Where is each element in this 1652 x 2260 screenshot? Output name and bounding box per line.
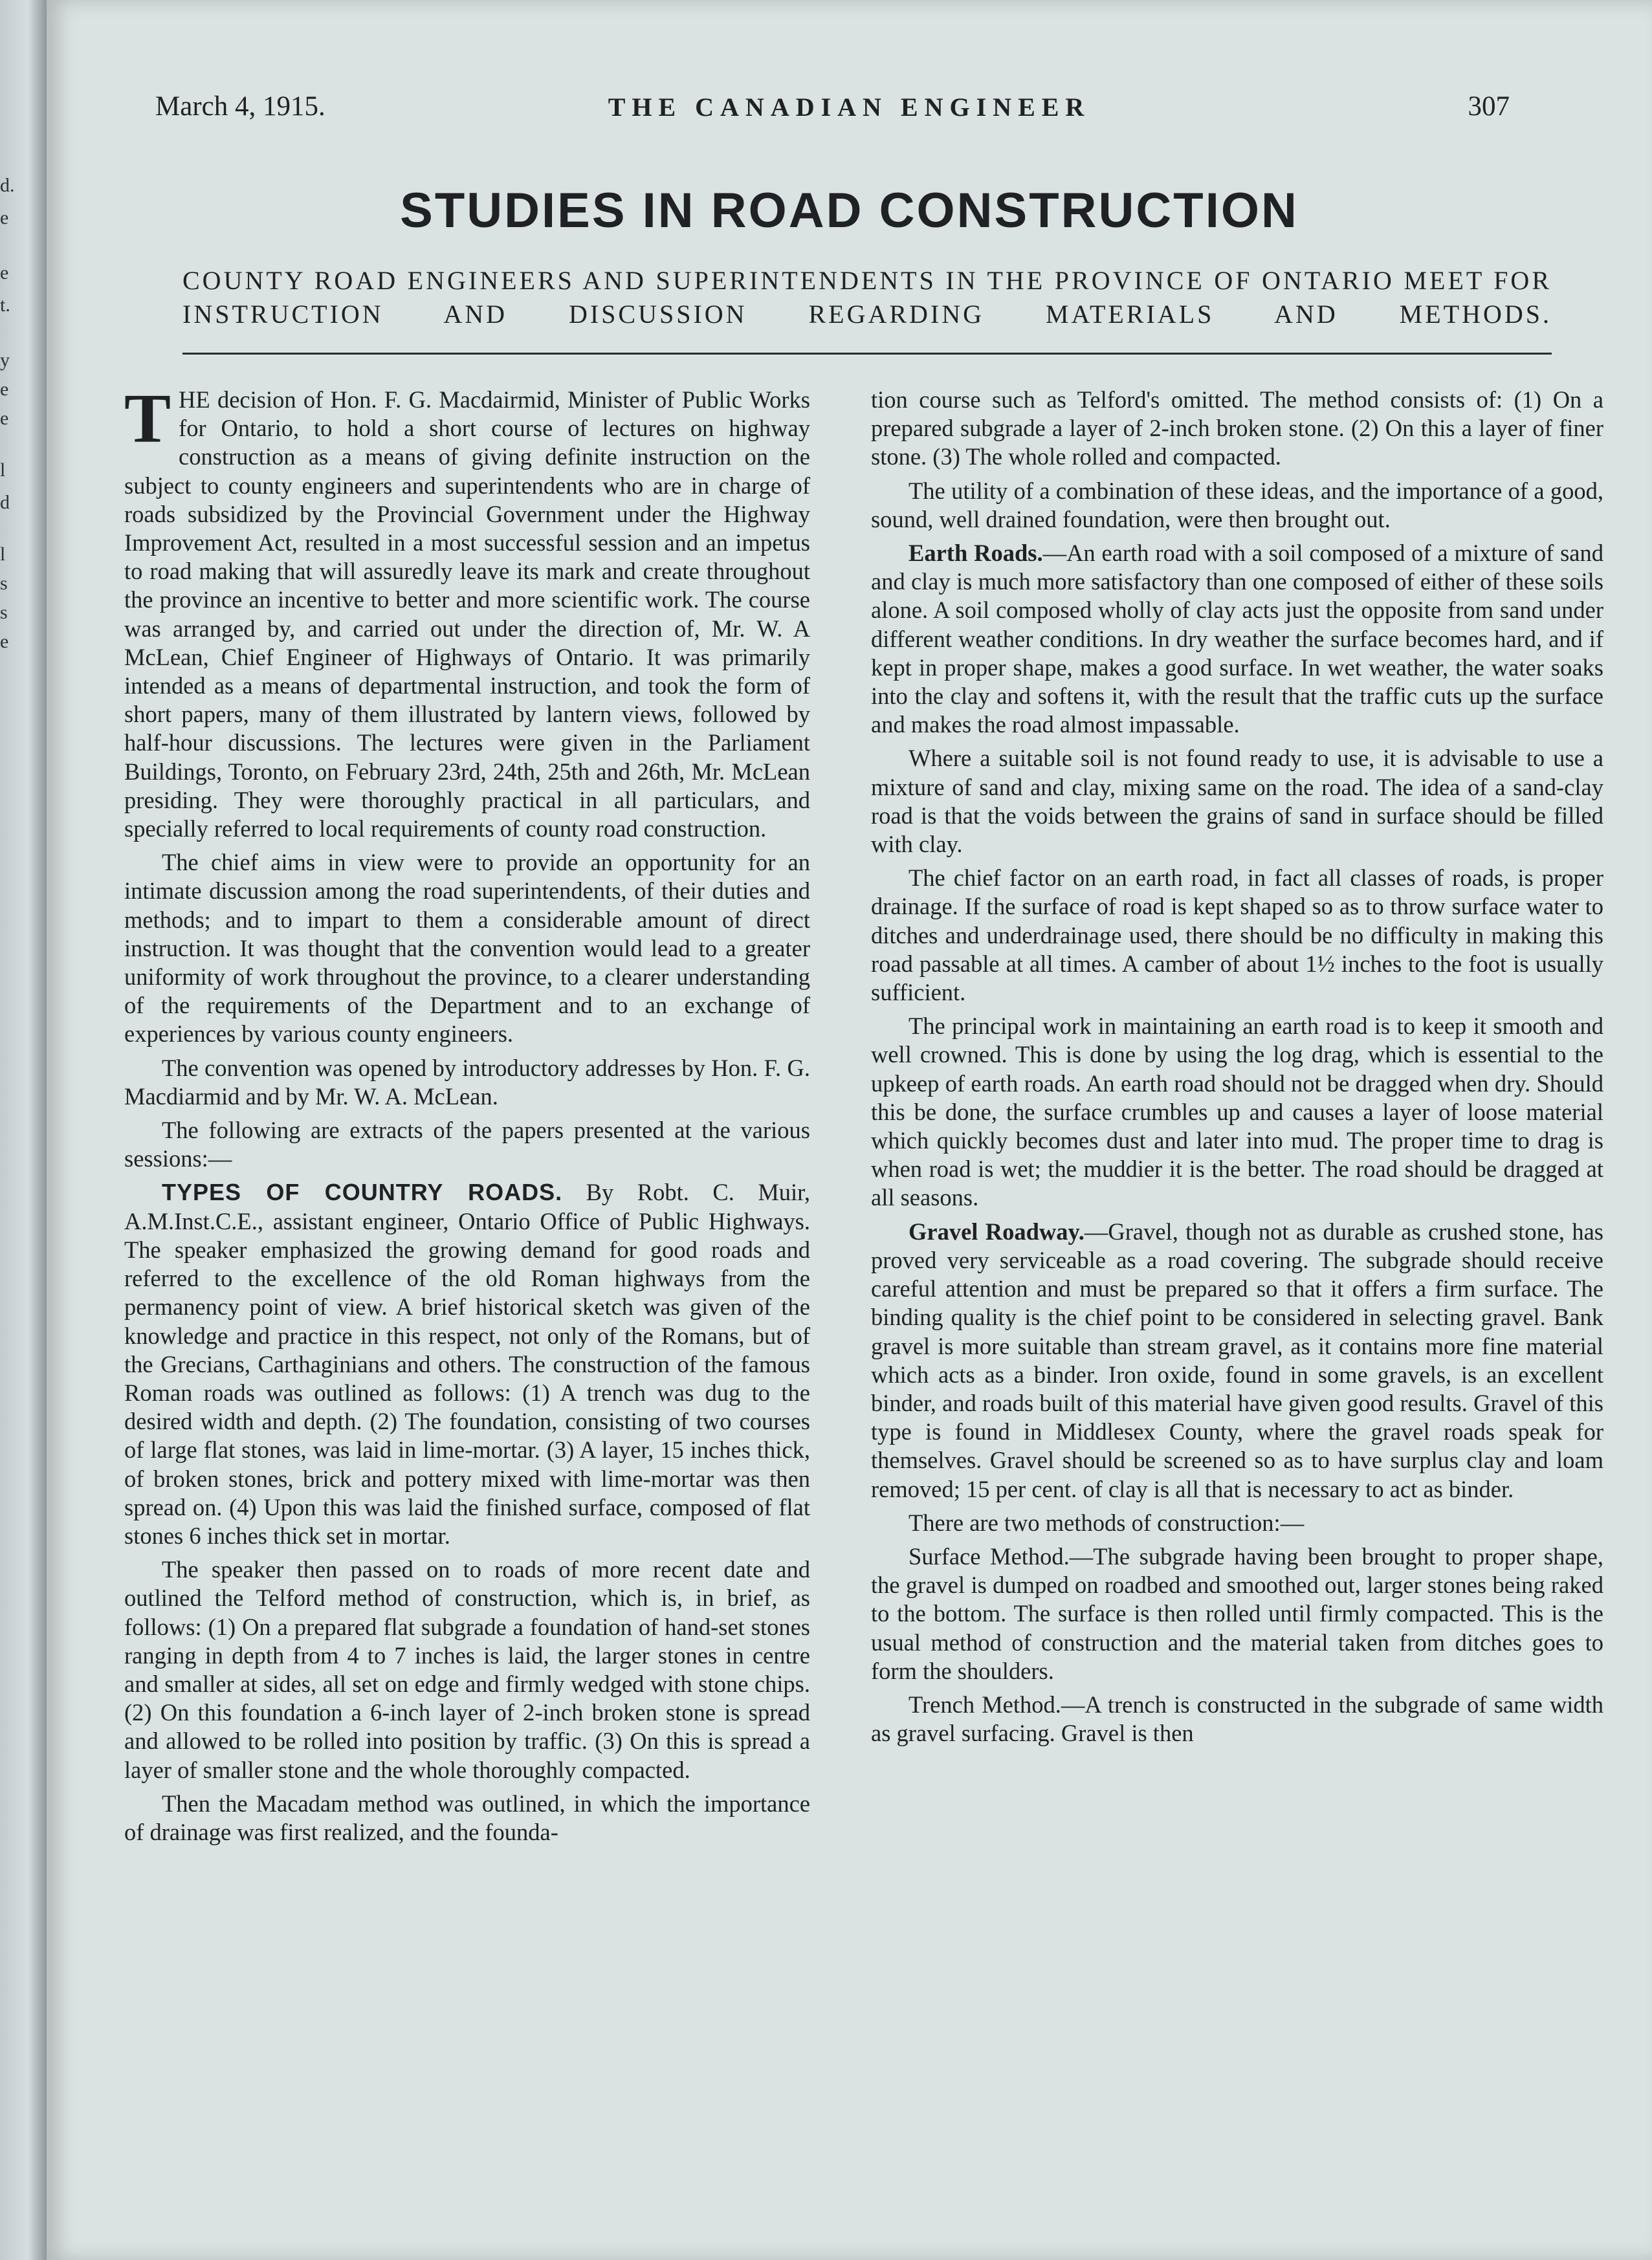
paragraph: Then the Macadam method was outlined, in which the importance of drainage was first realized, and the founda-: [124, 1790, 810, 1845]
left-column: [124, 380, 810, 1852]
paragraph: The chief factor on an earth road, in fact all classes of roads, is proper drainage. If the surface of road is kept shaped so as to throw surface water to ditches and underdrainage used, there should be no difficulty in making this road passable at all times. A camber of about 1½ inches to the foot is usually sufficient.: [871, 864, 1603, 1006]
drop-cap: T: [124, 380, 171, 457]
gutter-fragment: t.: [0, 294, 10, 316]
paragraph: The speaker then passed on to roads of more recent date and outlined the Telford method of construction, which is, in brief, as follows: (1) On a prepared flat subgrade a foundation of hand-set stones ranging in depth from 4 to 7 inches is laid, the larger stones in centre and smaller at sides, all set on edge and firmly wedged with stone chips. (2) On this foundation a 6-inch layer of 2-inch broken stone is spread and allowed to be rolled into position by traffic. (3) On this is spread a layer of smaller stone and the whole thoroughly compacted.: [124, 1556, 810, 1783]
paragraph: Trench Method.—A trench is constructed in the subgrade of same width as gravel surfacing. Gravel is then: [871, 1691, 1603, 1747]
paragraph: [124, 1178, 810, 1550]
gutter-fragment: e: [0, 207, 9, 228]
gutter-fragment: d: [0, 492, 10, 513]
gutter-fragment: e: [0, 262, 9, 283]
gutter-fragment: y: [0, 349, 10, 371]
paragraph-text: —Gravel, though not as durable as crushed stone, has proved very serviceable as a road covering. The subgrade should receive careful attention and must be prepared so that it offers a firm surface. The binding quality is the chief point to be considered in selecting gravel. Bank gravel is more suitable than stream gravel, as it contains more fine material which acts as a binder. Iron oxide, found in some gravels, is an excellent binder, and roads built of this material have given good results. Gravel of this type is found in Middlesex County, where the gravel roads speak for themselves. Gravel should be screened so as to have surplus clay and loam removed; 15 per cent. of clay is all that is necessary to act as binder.: [871, 1218, 1604, 1502]
adjacent-page-gutter: [0, 0, 47, 2260]
paragraph: The convention was opened by introductory addresses by Hon. F. G. Macdiarmid and by Mr. W. A. McLean.: [124, 1054, 810, 1110]
subsection-heading: Gravel Roadway.: [909, 1218, 1085, 1245]
paragraph: The following are extracts of the papers presented at the various sessions:—: [124, 1117, 810, 1172]
paragraph: The chief aims in view were to provide an opportunity for an intimate discussion among the road superintendents, of their duties and methods; and to impart to them a considerable amount of direct instruction. It was thought that the convention would lead to a greater uniformity of work throughout the province, to a clearer understanding of the requirements of the Department and to an exchange of experiences by various county engineers.: [124, 849, 810, 1048]
section-heading: TYPES OF COUNTRY ROADS.: [162, 1179, 563, 1206]
paragraph: tion course such as Telford's omitted. The method consists of: (1) On a prepared subgrade a layer of 2-inch broken stone. (2) On this a layer of finer stone. (3) The whole rolled and compacted.: [871, 386, 1603, 470]
article-subtitle: COUNTY ROAD ENGINEERS AND SUPERINTENDENTS IN THE PROVINCE OF ONTARIO MEET FOR INSTRUCTION AND DISCUSSION REGARDING MATERIALS AND METHODS.: [182, 266, 1552, 329]
paragraph: [124, 380, 810, 843]
gutter-fragment: e: [0, 378, 9, 400]
paragraph: There are two methods of construction:—: [909, 1509, 1305, 1536]
subsection-heading: Earth Roads.: [909, 540, 1043, 567]
article-title: STUDIES IN ROAD CONSTRUCTION: [400, 183, 1299, 238]
gutter-fragment: l: [0, 543, 6, 565]
journal-name: THE CANADIAN ENGINEER: [608, 93, 1091, 122]
gutter-fragment: s: [0, 573, 8, 594]
right-column: [871, 386, 1603, 1753]
paragraph: The utility of a combination of these ideas, and the importance of a good, sound, well drained foundation, were then brought out.: [871, 477, 1603, 532]
paragraph-text: —An earth road with a soil composed of a mixture of sand and clay is much more satisfactory than one composed of either of these soils alone. A soil composed wholly of clay acts just the opposite from sand under different weather conditions. In dry weather the surface becomes hard, and if kept in proper shape, makes a good surface. In wet weather, the water soaks into the clay and softens it, with the result that the traffic cuts up the surface and makes the road almost impassable.: [871, 540, 1603, 738]
running-head: [47, 91, 1652, 129]
gutter-fragment: e: [0, 408, 9, 429]
paragraph: [871, 1218, 1603, 1504]
gutter-fragment: s: [0, 602, 8, 623]
paragraph-text: By Robt. C. Muir, A.M.Inst.C.E., assistant engineer, Ontario Office of Public Highways. The speaker emphasized the growing demand for good roads and referred to the excellence of the old Roman highways from the permanency point of view. A brief historical sketch was given of the knowledge and practice in this respect, not only of the Romans, but of the Grecians, Carthaginians and others. The construction of the famous Roman roads was outlined as follows: (1) A trench was dug to the desired width and depth. (2) The foundation, consisting of two courses of large flat stones, was laid in lime-mortar. (3) A layer, 15 inches thick, of broken stones, brick and pottery mixed with lime-mortar was then spread on. (4) Upon this was laid the finished surface, composed of flat stones 6 inches thick set in mortar.: [124, 1179, 810, 1549]
paragraph: Where a suitable soil is not found ready to use, it is advisable to use a mixture of sand and clay, mixing same on the road. The idea of a sand-clay road is that the voids between the grains of sand in surface should be filled with clay.: [871, 745, 1603, 858]
paragraph: [871, 539, 1603, 739]
paragraph: Surface Method.—The subgrade having been brought to proper shape, the gravel is dumped on roadbed and smoothed out, larger stones being raked to the bottom. The surface is then rolled until firmly compacted. This is the usual method of construction and the material taken from ditches goes to form the shoulders.: [871, 1542, 1603, 1684]
issue-date: March 4, 1915.: [155, 91, 325, 122]
gutter-fragment: l: [0, 459, 6, 481]
paragraph: The principal work in maintaining an earth road is to keep it smooth and well crowned. This is done by using the log drag, which is essential to the upkeep of earth roads. An earth road should not be dragged when dry. Should this be done, the surface crumbles up and causes a layer of loose material which quickly becomes dust and later into mud. The proper time to drag is when road is wet; the muddier it is the better. The road should be dragged at all seasons.: [871, 1013, 1603, 1211]
title-divider: [182, 353, 1552, 355]
journal-page: [47, 0, 1652, 2260]
paragraph-text: HE decision of Hon. F. G. Macdairmid, Minister of Public Works for Ontario, to hold a short course of lectures on highway construction as a means of giving definite instruction on the subject to county engineers and superintendents who are in charge of roads subsidized by the Provincial Government under the Highway Improvement Act, resulted in a most successful session and an impetus to road making that will assuredly leave its mark and create throughout the province an incentive to better and more scientific work. The course was arranged by, and carried out under the direction of, Mr. W. A McLean, Chief Engineer of Highways of Ontario. It was primarily intended as a means of departmental instruction, and took the form of short papers, many of them illustrated by lantern views, followed by half-hour discussions. The lectures were given in the Parliament Buildings, Toronto, on February 23rd, 24th, 25th and 26th, Mr. McLean presiding. They were thoroughly practical in all particulars, and specially referred to local requirements of county road construction.: [124, 386, 810, 842]
gutter-fragment: e: [0, 631, 9, 652]
page-number: 307: [1468, 91, 1510, 122]
gutter-fragment: d.: [0, 175, 15, 196]
